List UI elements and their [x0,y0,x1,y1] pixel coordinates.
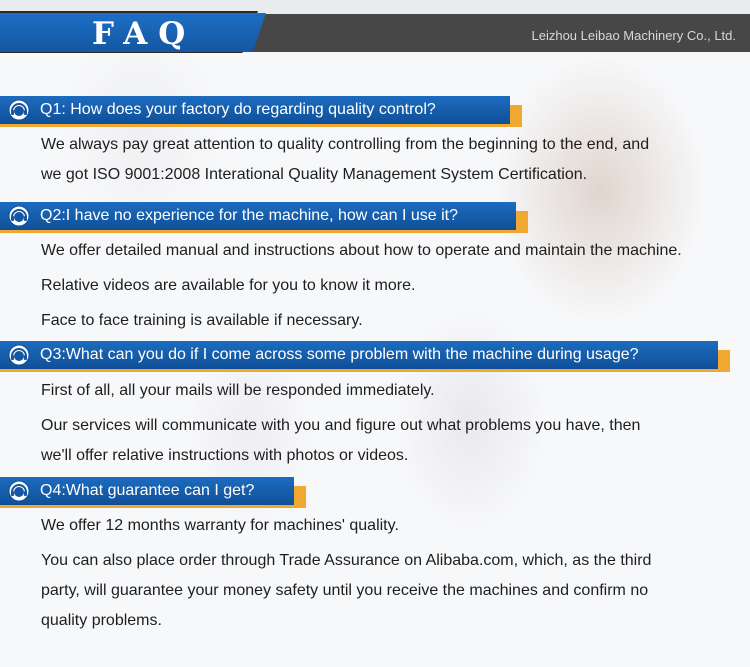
answer-line: First of all, all your mails will be responded immediately. [41,382,435,399]
answer-line: quality problems. [41,612,162,629]
question-text: Q2:I have no experience for the machine, how can I use it? [40,207,459,224]
header-bar [0,0,750,52]
answer-line: We always pay great attention to quality controlling from the beginning to the end, and [41,136,650,153]
answer-line: we got ISO 9001:2008 Interational Quality Management System Certification. [41,166,588,183]
answer-line: We offer detailed manual and instructions about how to operate and maintain the machine. [41,242,682,259]
headset-icon [8,344,30,366]
question-text: Q1: How does your factory do regarding quality control? [40,101,436,118]
company-name: Leizhou Leibao Machinery Co., Ltd. [531,28,736,43]
headset-icon [8,99,30,121]
question-text: Q3:What can you do if I come across some problem with the machine during usage? [40,346,639,363]
answer-line: we'll offer relative instructions with photos or videos. [41,447,409,464]
answer-line: Our services will communicate with you and figure out what problems you have, then [41,417,641,434]
page-title: FAQ [92,16,197,52]
answer-line: Face to face training is available if necessary. [41,312,363,329]
answer-line: You can also place order through Trade Assurance on Alibaba.com, which, as the third [41,552,652,569]
headset-icon [8,205,30,227]
answer-line: Relative videos are available for you to know it more. [41,277,416,294]
question-text: Q4:What guarantee can I get? [40,482,255,499]
answer-line: We offer 12 months warranty for machines' quality. [41,517,399,534]
answer-line: party, will guarantee your money safety until you receive the machines and confirm no [41,582,649,599]
headset-icon [8,480,30,502]
